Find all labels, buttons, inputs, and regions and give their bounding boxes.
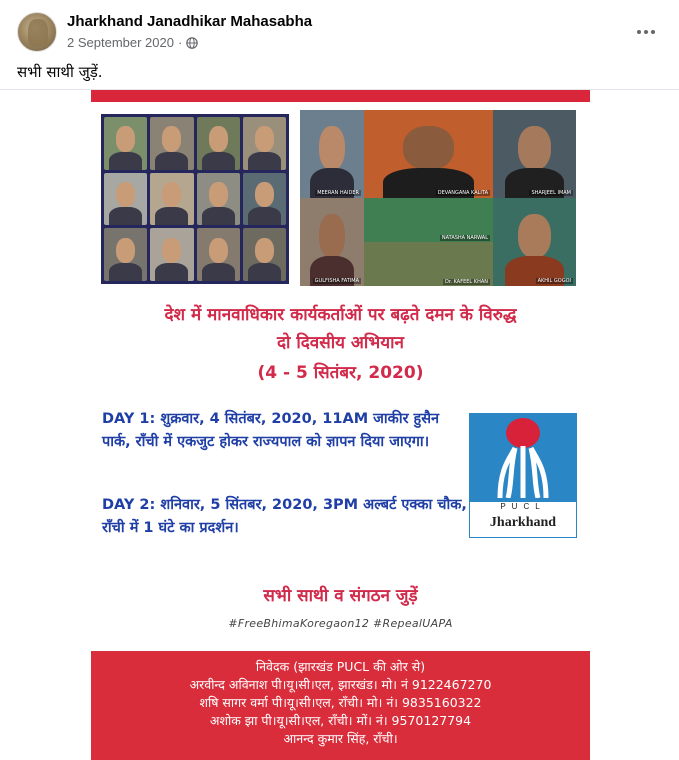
footer-line: अशोक झा पी।यू।सी।एल, राँची। मों। नं। 9570127794 [209, 713, 472, 728]
activist-photo [104, 228, 147, 281]
activist-photo [300, 198, 364, 286]
post-meta [67, 35, 198, 50]
page-avatar[interactable] [17, 12, 57, 52]
activist-photo-grid [101, 114, 289, 284]
activist-photo [104, 117, 147, 170]
activist-photo [243, 117, 286, 170]
activist-photo [104, 173, 147, 226]
activist-photo [197, 117, 240, 170]
activist-photo [150, 173, 193, 226]
activist-photo-collage [300, 110, 576, 286]
activist-photo [493, 110, 576, 198]
photo-caption: AKHIL GOGOI [537, 278, 571, 284]
meta-separator: · [177, 35, 183, 50]
footer-line: शषि सागर वर्मा पी।यू।सी।एल, राँची। मो। नं। 9835160322 [199, 695, 482, 710]
hashtags: #FreeBhimaKoregaon12 #RepealUAPA [228, 617, 453, 630]
footer-line: निवेदक (झारखंड PUCL की ओर से) [255, 659, 426, 674]
activist-photo [364, 198, 493, 286]
day2-details: DAY 2: शनिवार, 5 सिंतबर, 2020, 3PM अल्बर्ट एक्का चौक, राँची में 1 घंटे का प्रदर्शन। [102, 497, 467, 536]
call-to-join: सभी साथी व संगठन जुड़ें [263, 586, 418, 606]
activist-photo [493, 198, 576, 286]
more-options-button[interactable] [630, 16, 662, 48]
logo-pucl-text: PUCL [500, 502, 546, 511]
poster-dates: (4 - 5 सितंबर, 2020) [257, 363, 424, 383]
logo-jharkhand-text: Jharkhand [489, 515, 557, 530]
globe-icon[interactable] [186, 37, 198, 49]
activist-photo [197, 173, 240, 226]
photo-caption: DEVANGANA KALITA [437, 190, 488, 196]
activist-photo [150, 117, 193, 170]
poster-headline: देश में मानवाधिकार कार्यकर्ताओं पर बढ़ते दमन के विरुद्ध [164, 305, 517, 325]
photo-caption: NATASHA NARWAL [441, 235, 488, 241]
activist-photo [150, 228, 193, 281]
post-image[interactable] [91, 90, 590, 760]
more-horizontal-icon [637, 30, 641, 34]
activist-photo [364, 110, 493, 198]
activist-photo [300, 110, 364, 198]
poster-top-bar [91, 90, 590, 102]
people-figures-icon [490, 428, 556, 498]
day1-details: DAY 1: शुक्रवार, 4 सितंबर, 2020, 11AM जाकीर हुसैन पार्क, राँची में एकजुट होकर राज्यपाल को ज्ञापन दिया जाएगा। [102, 411, 440, 450]
activist-photo [243, 228, 286, 281]
footer-line: अरवीन्द अविनाश पी।यू।सी।एल, झारखंड। मो। नं 9122467270 [189, 677, 492, 692]
photo-caption: MEERAN HAIDER [317, 190, 359, 196]
photo-caption: GULFISHA FATIMA [314, 278, 359, 284]
post-header [0, 0, 679, 60]
poster-footer [91, 651, 590, 760]
post-caption: सभी साथी जुड़ें. [17, 63, 103, 81]
activist-photo [197, 228, 240, 281]
footer-line: आनन्द कुमार सिंह, राँची। [283, 731, 398, 746]
activist-photo [243, 173, 286, 226]
photo-caption: Dr. KAFEEL KHAN [444, 279, 488, 285]
poster-subheadline: दो दिवसीय अभियान [277, 333, 404, 353]
pucl-logo [469, 413, 577, 538]
post-date-link[interactable]: 2 September 2020 [67, 35, 174, 50]
page-name-link[interactable]: Jharkhand Janadhikar Mahasabha [67, 13, 313, 30]
photo-caption: SHARJEEL IMAM [531, 190, 571, 196]
